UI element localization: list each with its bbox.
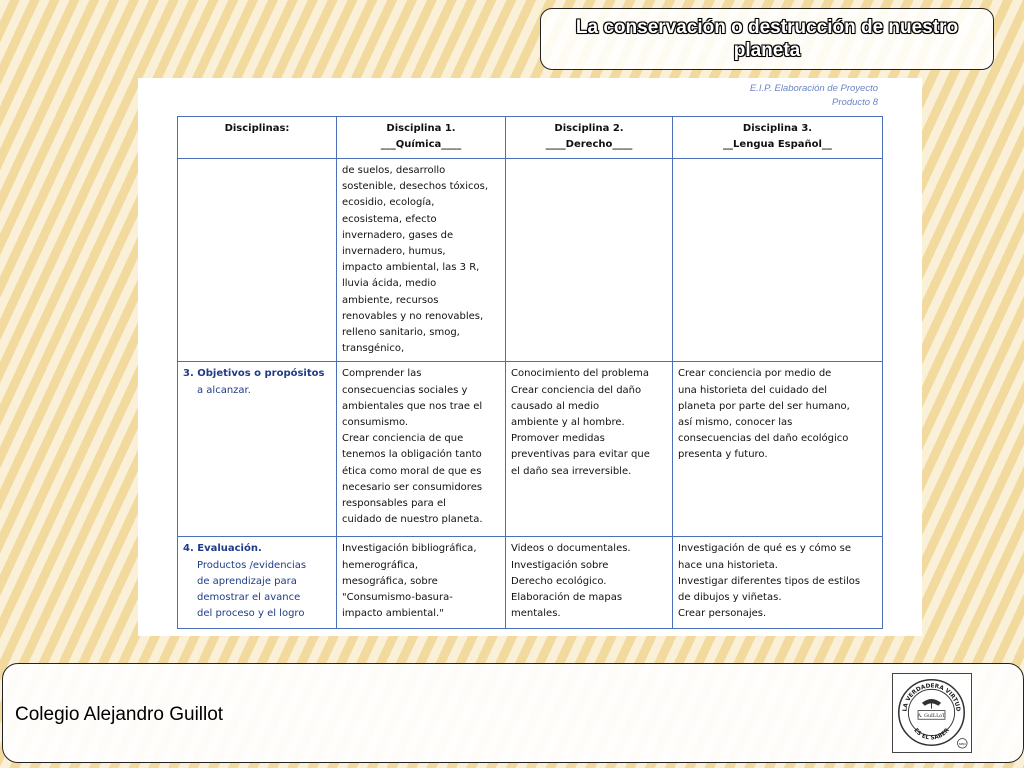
- row3-cell-lengua: [673, 537, 883, 629]
- row1-c1-line: de suelos, desarrollo: [342, 165, 446, 176]
- header-disciplina-3-name: __Lengua Español__: [723, 139, 832, 151]
- header-cell-disciplina-1: [337, 117, 506, 159]
- row3-c2-line: Elaboración de mapas: [511, 592, 623, 604]
- seal-center-text: A. GuILLoT: [917, 713, 946, 719]
- row2-c1-line: consecuencias sociales y: [342, 384, 468, 396]
- row2-cell-lengua: [673, 362, 883, 537]
- row3-c2-line: Videos o documentales.: [511, 543, 631, 555]
- row2-c1-line: ética como moral de que es: [342, 465, 482, 477]
- row3-c3-line: de dibujos y viñetas.: [678, 592, 782, 604]
- row3-c1-line: "Consumismo-basura-: [342, 592, 453, 604]
- row2-c2-line: Crear conciencia del daño: [511, 384, 642, 396]
- table-row-evaluacion: [178, 537, 883, 629]
- row2-c1-line: ambientales que nos trae el: [342, 400, 483, 412]
- row2-c2-line: el daño sea irreversible.: [511, 465, 632, 477]
- row2-c3-line: así mismo, conocer las: [678, 417, 793, 429]
- row1-c1-line: invernadero, gases de: [342, 229, 454, 241]
- objetivos-subtitle: a alcanzar.: [197, 384, 251, 396]
- row2-cell-label: [178, 362, 337, 537]
- header-disciplina-2-label: Disciplina 2.: [554, 123, 624, 134]
- school-seal-logo: [892, 673, 972, 753]
- row2-c2-line: Conocimiento del problema: [511, 368, 650, 380]
- header-disciplina-1-name: ___Química____: [380, 139, 462, 151]
- row1-c1-line: ecosidio, ecología,: [342, 197, 435, 209]
- seal-corner-text: sep: [958, 741, 966, 747]
- row2-c1-line: necesario ser consumidores: [342, 481, 483, 493]
- row3-c2-line: Derecho ecológico.: [511, 575, 607, 587]
- row2-c1-line: Crear conciencia de que: [342, 433, 464, 445]
- row3-c1-line: hemerográfica,: [342, 559, 419, 571]
- row1-c1-line: relleno sanitario, smog,: [342, 327, 460, 339]
- row1-c1-line: impacto ambiental, las 3 R,: [342, 262, 480, 274]
- row1-cell-derecho: [506, 159, 673, 362]
- seal-emblem-icon: [893, 674, 970, 751]
- row1-c1-line: lluvia ácida, medio: [342, 278, 437, 290]
- row1-c1-line: ambiente, recursos: [342, 294, 439, 306]
- evaluacion-title: 4. Evaluación.: [183, 543, 262, 555]
- school-name: Colegio Alejandro Guillot: [15, 704, 224, 725]
- row1-c1-line: sostenible, desechos tóxicos,: [342, 181, 489, 193]
- row3-cell-derecho: [506, 537, 673, 629]
- header-disciplina-1-label: Disciplina 1.: [386, 123, 456, 134]
- row2-c2-line: Promover medidas: [511, 433, 605, 445]
- row2-c2-line: ambiente y al hombre.: [511, 417, 625, 429]
- disciplines-table: [177, 116, 883, 629]
- row1-c1-line: transgénico,: [342, 343, 405, 355]
- seal-top-text: LA VERDADERA VIRTUD: [902, 683, 961, 712]
- row2-c1-line: responsables para el: [342, 498, 446, 510]
- row1-cell-quimica: [337, 159, 506, 362]
- row2-c1-line: cuidado de nuestro planeta.: [342, 514, 483, 526]
- evaluacion-line: Productos /evidencias: [197, 559, 307, 571]
- document-header-line2: Producto 8: [832, 97, 878, 108]
- row3-c3-line: Investigación de qué es y cómo se: [678, 543, 852, 555]
- header-disciplina-2-name: ____Derecho____: [545, 139, 633, 151]
- row3-c2-line: mentales.: [511, 608, 561, 620]
- row2-c3-line: consecuencias del daño ecológico: [678, 433, 849, 445]
- row2-c3-line: una historieta del cuidado del: [678, 384, 828, 396]
- row1-c1-line: invernadero, humus,: [342, 246, 446, 258]
- header-disciplinas-label: Disciplinas:: [224, 123, 290, 134]
- row3-c1-line: Investigación bibliográfica,: [342, 543, 477, 555]
- document-page: [138, 78, 922, 636]
- table-row-objetivos: [178, 362, 883, 537]
- row3-cell-quimica: [337, 537, 506, 629]
- row2-c2-line: preventivas para evitar que: [511, 449, 650, 461]
- svg-text:ES EL SABER: [912, 727, 951, 741]
- row1-c1-line: ecosistema, efecto: [342, 213, 437, 225]
- row2-c3-line: Crear conciencia por medio de: [678, 368, 832, 380]
- row2-c1-line: Comprender las: [342, 368, 422, 380]
- row3-c3-line: Investigar diferentes tipos de estilos: [678, 575, 861, 587]
- header-cell-disciplinas: [178, 117, 337, 159]
- row2-cell-quimica: [337, 362, 506, 537]
- header-disciplina-3-label: Disciplina 3.: [742, 123, 813, 134]
- evaluacion-line: de aprendizaje para: [197, 575, 297, 587]
- seal-bottom-text: ES EL SABER: [912, 727, 951, 742]
- row2-c3-line: planeta por parte del ser humano,: [678, 400, 850, 412]
- row2-cell-derecho: [506, 362, 673, 537]
- row3-c1-line: impacto ambiental.": [342, 608, 444, 620]
- table-row-conceptos: [178, 159, 883, 362]
- evaluacion-line: del proceso y el logro: [197, 608, 305, 620]
- row2-c2-line: causado al medio: [511, 400, 600, 412]
- row3-c3-line: hace una historieta.: [678, 559, 778, 571]
- row2-c1-line: tenemos la obligación tanto: [342, 449, 482, 461]
- footer-box: [2, 663, 1024, 763]
- document-header: [750, 82, 878, 110]
- row1-cell-lengua: [673, 159, 883, 362]
- document-header-line1: E.I.P. Elaboración de Proyecto: [749, 83, 878, 94]
- row3-c2-line: Investigación sobre: [511, 559, 609, 571]
- slide-title-box: [540, 8, 994, 70]
- header-cell-disciplina-3: [673, 117, 883, 159]
- row3-c3-line: Crear personajes.: [678, 608, 767, 620]
- header-cell-disciplina-2: [506, 117, 673, 159]
- row2-c3-line: presenta y futuro.: [678, 449, 768, 461]
- row1-c1-line: renovables y no renovables,: [342, 310, 484, 322]
- slide-title: La conservación o destrucción de nuestro planeta: [575, 17, 959, 61]
- row2-c1-line: consumismo.: [342, 417, 409, 429]
- row3-cell-label: [178, 537, 337, 629]
- row1-cell-0: [178, 159, 337, 362]
- evaluacion-line: demostrar el avance: [197, 592, 301, 604]
- row3-c1-line: mesográfica, sobre: [342, 575, 438, 587]
- table-header-row: [178, 117, 883, 159]
- objetivos-title: 3. Objetivos o propósitos: [183, 368, 325, 380]
